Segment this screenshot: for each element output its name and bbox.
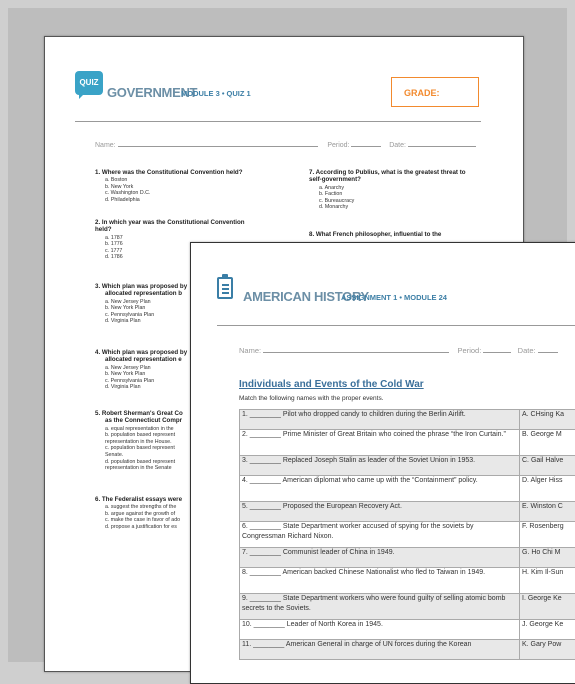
table-row: 11. ________ American General in charge of UN forces during the Korean K. Gary Pow — [240, 640, 575, 660]
american-history-page — [190, 242, 575, 684]
matching-table — [239, 409, 575, 660]
page-title: AMERICAN HISTORY — [243, 289, 369, 304]
section-title: Individuals and Events of the Cold War — [239, 379, 424, 390]
table-row: 10. ________ Leader of North Korea in 1945. J. George Ke — [240, 620, 575, 640]
module-label: ASSIGNMENT 1 • MODULE 24 — [341, 293, 447, 302]
divider — [217, 325, 575, 326]
table-row: 1. ________ Pilot who dropped candy to children during the Berlin Airlift. A. CHsing Ka — [240, 410, 575, 430]
question-5: 5. Robert Sherman's Great Co as the Connecticut Compr a. equal representation in the b. population based represent representation in the House. c. population based represent Senate. d. population based represent representation in the Senate — [95, 410, 261, 472]
date-field[interactable] — [538, 345, 558, 353]
question-6: 6. The Federalist essays were a. suggest the strengths of the b. argue against the growth of c. make the case in favor of ado d. propose a justification for es — [95, 496, 261, 531]
period-field[interactable] — [351, 139, 381, 147]
period-label: Period: — [327, 142, 349, 149]
quiz-icon: QUIZ — [75, 71, 103, 95]
name-row — [239, 345, 558, 355]
table-row: 8. ________ American backed Chinese Nationalist who fled to Taiwan in 1949. H. Kim Il-Sun — [240, 568, 575, 594]
date-label: Date: — [518, 346, 536, 355]
clipboard-icon — [217, 277, 233, 299]
table-row: 2. ________ Prime Minister of Great Britain who coined the phrase “the Iron Curtain.” B. George M — [240, 430, 575, 456]
name-field[interactable] — [118, 139, 318, 147]
name-row — [95, 139, 476, 149]
divider — [75, 121, 481, 122]
name-label: Name: — [239, 346, 261, 355]
period-label: Period: — [458, 346, 482, 355]
module-label: MODULE 3 • QUIZ 1 — [181, 89, 251, 98]
question-3: 3. Which plan was proposed by allocated representation b a. New Jersey Plan b. New York Plan c. Pennsylvania Plan d. Virginia Plan — [95, 283, 261, 325]
instructions: Match the following names with the proper events. — [239, 395, 384, 402]
question-2: 2. In which year was the Constitutional Convention held? a. 1787 b. 1776 c. 1777 d. 1786 — [95, 219, 261, 261]
question-8: 8. What French philosopher, influential to the — [309, 231, 479, 238]
date-label: Date: — [389, 142, 406, 149]
date-field[interactable] — [408, 139, 476, 147]
question-4: 4. Which plan was proposed by allocated representation e a. New Jersey Plan b. New York Plan c. Pennsylvania Plan d. Virginia Plan — [95, 349, 261, 391]
name-label: Name: — [95, 142, 116, 149]
table-row: 3. ________ Replaced Joseph Stalin as leader of the Soviet Union in 1953. C. Gail Halve — [240, 456, 575, 476]
grade-box: GRADE: — [391, 77, 479, 107]
question-1: 1. Where was the Constitutional Convention held? a. Boston b. New York c. Washington D.C. d. Philadelphia — [95, 169, 261, 204]
table-row: 6. ________ State Department worker accused of spying for the soviets by Congressman Richard Nixon. F. Rosenberg — [240, 522, 575, 548]
table-row: 5. ________ Proposed the European Recovery Act. E. Winston C — [240, 502, 575, 522]
question-7: 7. According to Publius, what is the greatest threat to self-government? a. Anarchy b. Faction c. Bureaucracy d. Monarchy — [309, 169, 479, 211]
table-row: 9. ________ State Department workers who were found guilty of selling atomic bomb secrets to the Soviets. I. George Ke — [240, 594, 575, 620]
period-field[interactable] — [483, 345, 511, 353]
quiz-icon-tail — [79, 93, 85, 99]
table-row: 4. ________ American diplomat who came up with the “Containment” policy. D. Alger Hiss — [240, 476, 575, 502]
name-field[interactable] — [263, 345, 449, 353]
page-title: GOVERNMENT — [107, 85, 197, 100]
table-row: 7. ________ Communist leader of China in 1949. G. Ho Chi M — [240, 548, 575, 568]
